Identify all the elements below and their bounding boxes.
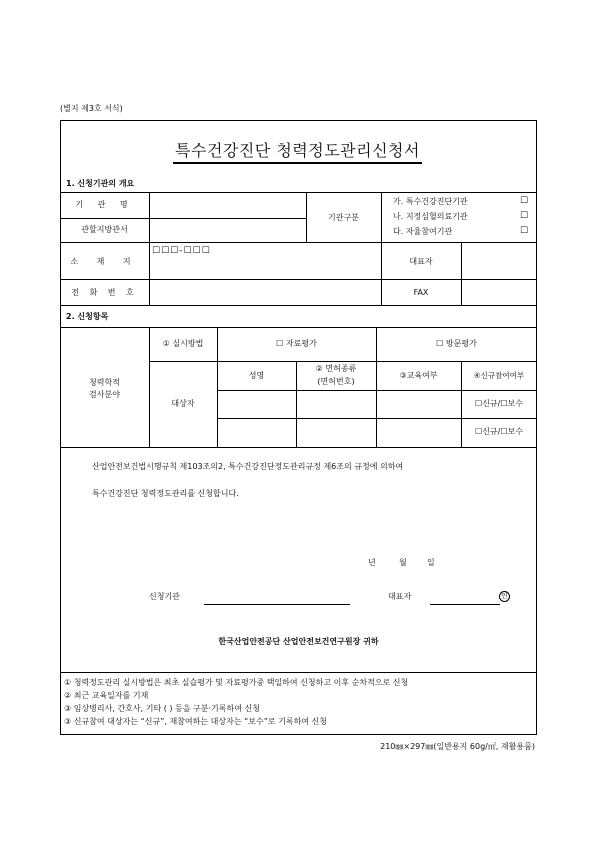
subject-name-field-2[interactable] [219,420,294,446]
form-title: 특수건강진단 청력정도관리신청서 [0,138,595,161]
section2-heading: 2. 신청항목 [66,312,109,321]
fax-label: FAX [413,288,429,297]
participation-choice-2[interactable]: ☐신규/☐보수 [475,427,523,436]
applicant-label: 신청기관 [149,592,180,601]
org-type-1-checkbox[interactable]: ☐ [520,196,529,206]
phone-field[interactable] [151,281,379,304]
org-name-label: 기 관 명 [75,200,134,209]
statement-line-1: 산업안전보건법시행규칙 제103조의2, 특수건강진단정도관리규정 제6조의 규정에 의하여 [92,462,404,471]
org-type-2: 나. 지정심혈의료기관 [393,212,468,221]
org-type-2-checkbox[interactable]: ☐ [520,211,529,221]
note-1: ① 청력정도관리 실시방법은 최초 실습평가 및 자료평가중 택일하여 신청하고 이후 순차적으로 신청 [64,678,409,687]
addressee: 한국산업안전공단 산업안전보건연구원장 귀하 [218,637,379,646]
jurisdiction-label: 관할지방관서 [81,225,128,234]
jurisdiction-field[interactable] [151,220,304,241]
applicant-signature-line[interactable] [204,604,350,605]
org-type-3-checkbox[interactable]: ☐ [520,226,529,236]
method-label: ① 실시방법 [162,339,204,348]
col-license-number: (면허번호) [317,377,355,386]
section1-heading: 1. 신청기관의 개요 [66,179,135,188]
note-4: ③ 신규참여 대상자는 “신규”, 재참여하는 대상자는 “보수”로 기록하여 신청 [64,717,328,726]
representative-field[interactable] [463,244,535,278]
representative-label: 대표자 [409,257,433,266]
subject-training-field-1[interactable] [378,392,459,417]
rep-signature-line[interactable] [430,604,500,605]
col-training: ③교육여부 [399,371,438,380]
col-participation: ④신규참여여부 [473,371,525,380]
address-label: 소 재 지 [70,257,139,266]
subject-training-field-2[interactable] [378,420,459,446]
col-license: ② 면허종류 [315,364,357,373]
note-2: ② 최근 교육일자를 기재 [64,691,149,700]
note-3: ③ 임상병리사, 간호사, 기타 ( ) 등을 구분·기록하여 신청 [64,704,260,713]
org-type-1: 가. 특수건강진단기관 [393,197,468,206]
method-option-data-review[interactable]: ☐ 자료평가 [276,339,317,348]
date-month: 월 [399,558,407,567]
method-option-site-visit[interactable]: ☐ 방문평가 [436,339,477,348]
statement-line-2: 특수건강진단 청력정도관리를 신청합니다. [92,489,239,498]
postal-code[interactable]: ☐☐☐-☐☐☐ [152,246,211,256]
category-label: 청력학적 [89,378,120,387]
paper-spec: 210㎜×297㎜(일반용지 60g/㎡, 재활용품) [380,742,535,751]
subject-license-field-2[interactable] [298,420,374,446]
subject-label: 대상자 [171,399,195,408]
category-label-line2: 검사분야 [89,390,120,399]
phone-label: 전 화 번 호 [71,288,138,297]
col-name: 성명 [248,371,265,380]
form-number: (별지 제3호 서식) [60,104,123,113]
rep-label: 대표자 [388,592,412,601]
fax-field[interactable] [463,281,535,304]
subject-name-field-1[interactable] [219,392,294,417]
date-year: 년 [368,558,376,567]
subject-license-field-1[interactable] [298,392,374,417]
seal-mark: 인 [501,592,508,600]
date-day: 일 [427,558,435,567]
org-type-3: 다. 자율참여기관 [393,227,453,236]
org-type-label: 기관구분 [328,213,359,222]
org-name-field[interactable] [151,194,304,217]
participation-choice-1[interactable]: ☐신규/☐보수 [475,399,523,408]
